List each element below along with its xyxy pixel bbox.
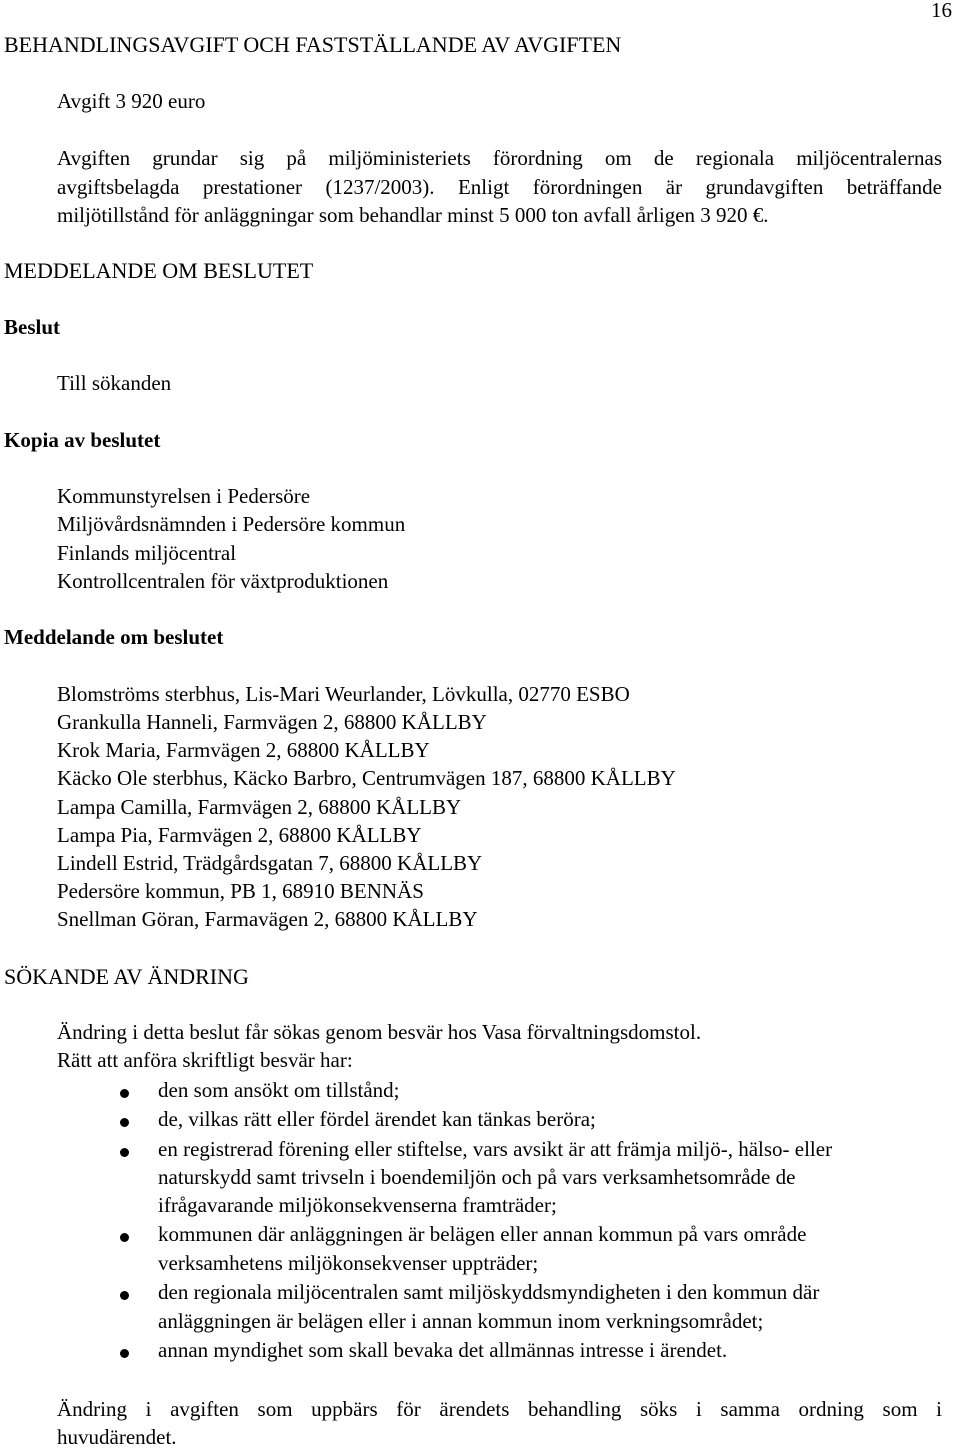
announcement-recipient: Lampa Pia, Farmvägen 2, 68800 KÅLLBY	[57, 823, 422, 847]
bullet-marker	[120, 1349, 129, 1358]
fee-paragraph-line: miljötillstånd för anläggningar som behandlar minst 5 000 ton avfall årligen 3 920 €.	[57, 203, 769, 227]
appeal-final-line: Ändring i avgiften som uppbärs för ärendets behandling söks i samma ordning som i	[57, 1397, 942, 1421]
announcement-recipient: Pedersöre kommun, PB 1, 68910 BENNÄS	[57, 879, 424, 903]
fee-heading: BEHANDLINGSAVGIFT OCH FASTSTÄLLANDE AV AVGIFTEN	[4, 32, 622, 57]
fee-paragraph-line: avgiftsbelagda prestationer (1237/2003). Enligt förordningen är grundavgiften beträffande	[57, 175, 942, 199]
appeal-bullet-text: verksamhetens miljökonsekvenser uppträder;	[158, 1251, 539, 1275]
appeal-bullet-text: naturskydd samt trivseln i boendemiljön och på vars verksamhetsområde de	[158, 1165, 796, 1189]
announcement-recipient: Blomströms sterbhus, Lis-Mari Weurlander, Lövkulla, 02770 ESBO	[57, 682, 630, 706]
announcement-recipient: Snellman Göran, Farmavägen 2, 68800 KÅLLBY	[57, 907, 478, 931]
appeal-bullet-text: de, vilkas rätt eller fördel ärendet kan tänkas beröra;	[158, 1107, 596, 1131]
announcement-recipient: Lampa Camilla, Farmvägen 2, 68800 KÅLLBY	[57, 795, 462, 819]
appeal-bullet-text: den regionala miljöcentralen samt miljöskyddsmyndigheten i den kommun där	[158, 1280, 820, 1304]
copy-label: Kopia av beslutet	[4, 428, 161, 452]
appeal-bullet-text: en registrerad förening eller stiftelse, vars avsikt är att främja miljö-, hälso- eller	[158, 1137, 833, 1161]
fee-paragraph-line: Avgiften grundar sig på miljöministeriets förordning om de regionala miljöcentralernas	[57, 146, 942, 170]
copy-recipient: Kontrollcentralen för växtproduktionen	[57, 569, 389, 593]
appeal-bullet-text: den som ansökt om tillstånd;	[158, 1078, 400, 1102]
appeal-final-line: huvudärendet.	[57, 1425, 177, 1449]
bullet-marker	[120, 1233, 129, 1242]
copy-recipient: Finlands miljöcentral	[57, 541, 237, 565]
copy-recipient: Kommunstyrelsen i Pedersöre	[57, 484, 311, 508]
bullet-marker	[120, 1118, 129, 1127]
copy-recipient: Miljövårdsnämnden i Pedersöre kommun	[57, 512, 406, 536]
bullet-marker	[120, 1089, 129, 1098]
page-number: 16	[931, 0, 952, 22]
decision-label: Beslut	[4, 315, 61, 339]
announcement-recipient: Lindell Estrid, Trädgårdsgatan 7, 68800 KÅLLBY	[57, 851, 483, 875]
appeal-bullet-text: kommunen där anläggningen är belägen eller annan kommun på vars område	[158, 1222, 807, 1246]
appeal-right-label: Rätt att anföra skriftligt besvär har:	[57, 1048, 353, 1072]
announcement-recipient: Käcko Ole sterbhus, Käcko Barbro, Centrumvägen 187, 68800 KÅLLBY	[57, 766, 676, 790]
announcement-recipient: Grankulla Hanneli, Farmvägen 2, 68800 KÅLLBY	[57, 710, 487, 734]
announcement-recipient: Krok Maria, Farmvägen 2, 68800 KÅLLBY	[57, 738, 430, 762]
appeal-bullet-text: ifrågavarande miljökonsekvenserna framträder;	[158, 1193, 557, 1217]
decision-recipient: Till sökanden	[57, 371, 172, 395]
appeal-bullet-text: annan myndighet som skall bevaka det allmännas intresse i ärendet.	[158, 1338, 728, 1362]
appeal-heading: SÖKANDE AV ÄNDRING	[4, 964, 249, 989]
bullet-marker	[120, 1148, 129, 1157]
fee-amount: Avgift 3 920 euro	[57, 89, 206, 113]
appeal-intro: Ändring i detta beslut får sökas genom besvär hos Vasa förvaltningsdomstol.	[57, 1020, 702, 1044]
appeal-bullet-text: anläggningen är belägen eller i annan kommun inom verkningsområdet;	[158, 1309, 764, 1333]
bullet-marker	[120, 1291, 129, 1300]
notice-heading: MEDDELANDE OM BESLUTET	[4, 258, 314, 283]
announcement-label: Meddelande om beslutet	[4, 625, 224, 649]
